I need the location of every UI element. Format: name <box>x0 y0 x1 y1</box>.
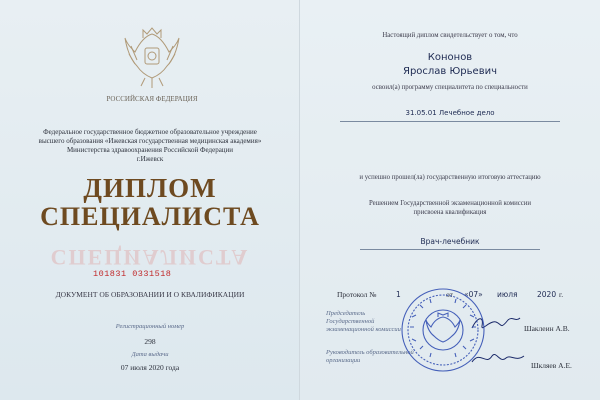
federation-label: РОССИЙСКАЯ ФЕДЕРАЦИЯ <box>106 95 198 103</box>
protocol-year: 2020 <box>537 290 557 299</box>
serial-number: 101831 0331518 <box>93 269 172 279</box>
chair-label-1: Председатель <box>326 310 366 317</box>
registration-number: 298 <box>144 337 156 346</box>
institution-city: г.Ижевск <box>136 155 164 163</box>
institution-line-1: Федеральное государственное бюджетное образовательное учреждение <box>43 128 257 136</box>
registration-label: Регистрационный номер <box>115 323 185 330</box>
diploma-title: ДИПЛОМ <box>83 173 217 203</box>
protocol-year-suffix: г. <box>559 290 564 299</box>
decision-text-2: присвоена квалификация <box>413 209 487 216</box>
decision-text-1: Решением Государственной экзаменационной комиссии <box>368 200 532 207</box>
diploma-subtitle: СПЕЦИАЛИСТА <box>40 202 260 231</box>
diploma-content-page <box>300 0 600 400</box>
chair-label-2: Государственной <box>326 318 375 325</box>
attestation-text: и успешно прошел(ла) государственную итоговую аттестацию <box>359 174 541 181</box>
head-label-2: организации <box>326 357 361 364</box>
chair-name: Шаклеин А.В. <box>524 324 570 333</box>
chair-label-3: экзаменационной комиссии <box>326 326 401 333</box>
protocol-month: июля <box>497 290 518 299</box>
protocol-label: Протокол № <box>337 290 377 299</box>
issue-date-label: Дата выдачи <box>131 351 169 358</box>
protocol-from: от <box>446 290 453 299</box>
graduate-name: Ярослав Юрьевич <box>403 66 497 77</box>
mastered-text: освоил(а) программу специалитета по специальности <box>372 84 528 91</box>
protocol-day: «07» <box>464 290 483 299</box>
graduate-surname: Кононов <box>427 52 473 63</box>
institution-line-3: Министерства здравоохранения Российской Федерации <box>66 146 234 154</box>
official-seal-icon <box>400 287 486 373</box>
institution-line-2: высшего образования «Ижевская государственная медицинская академия» <box>38 137 262 145</box>
specialty: 31.05.01 Лечебное дело <box>405 109 495 117</box>
head-name: Шкляев А.Е. <box>531 361 572 370</box>
title-offset-print: СПЕЦИАЛИСТА <box>50 245 250 270</box>
qualification: Врач-лечебник <box>420 237 480 246</box>
coat-of-arms-emblem <box>123 26 181 90</box>
document-type: ДОКУМЕНТ ОБ ОБРАЗОВАНИИ И О КВАЛИФИКАЦИИ <box>55 290 245 299</box>
issue-date: 07 июля 2020 года <box>120 363 180 372</box>
head-label-1: Руководитель образовательной <box>326 349 414 356</box>
protocol-number: 1 <box>396 290 401 299</box>
certifies-text: Настоящий диплом свидетельствует о том, что <box>382 32 518 39</box>
